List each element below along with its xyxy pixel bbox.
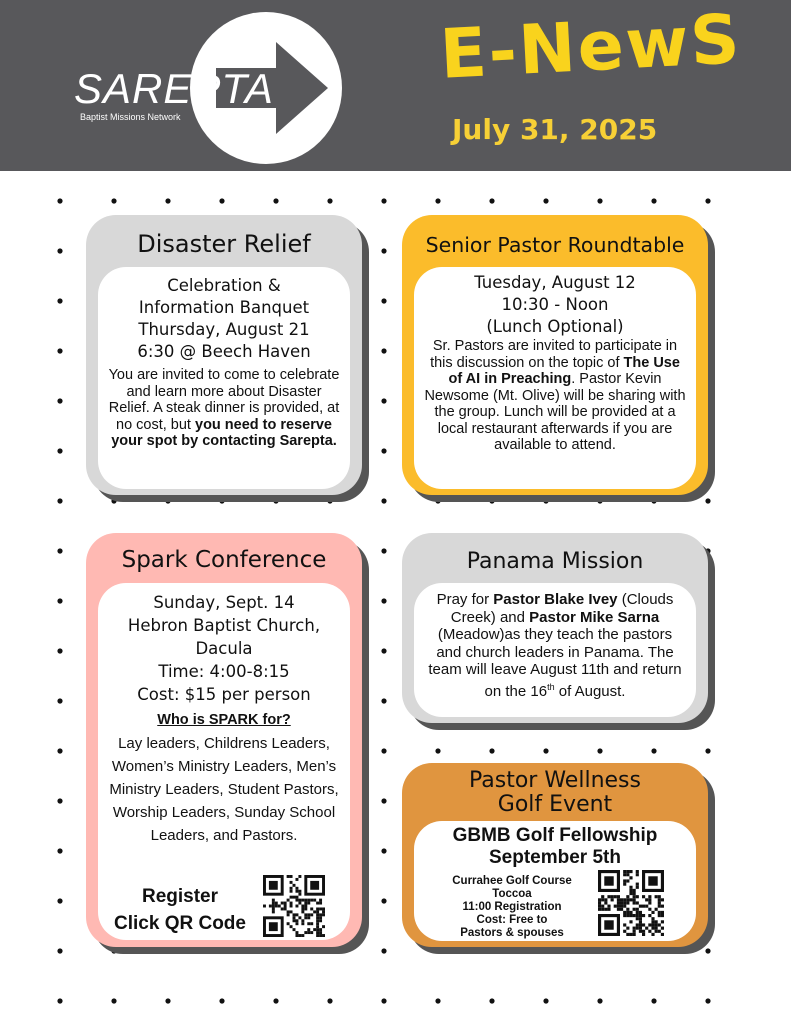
panama-pastor-blake: Pastor Blake Ivey (493, 591, 618, 608)
spark-card (86, 533, 362, 947)
golf-heading-1: GBMB Golf Fellowship (452, 825, 658, 846)
rt-line-2: 10:30 - Noon (501, 295, 609, 314)
spark-who-body: Lay leaders, Childrens Leaders, Women’s Ministry Leaders, Men’s Ministry Leaders, Student Pastors, Worship Leaders, Sunday School Leaders, and Pastors. (109, 734, 339, 844)
spark-title: Spark Conference (121, 547, 327, 573)
golf-title-1: Pastor Wellness (469, 768, 641, 793)
roundtable-body (414, 267, 696, 489)
golf-title-2: Golf Event (497, 792, 613, 817)
rt-body-bold: The Use of AI in Preaching (448, 354, 680, 387)
panama-card (402, 533, 708, 723)
spark-line-4: Time: 4:00-8:15 (158, 662, 290, 681)
panama-sup: th (547, 681, 555, 692)
golf-qr-code-icon[interactable] (598, 870, 664, 936)
roundtable-title: Senior Pastor Roundtable (425, 233, 685, 257)
panama-pastor-mike: Pastor Mike Sarna (529, 608, 660, 626)
header-banner (0, 0, 791, 171)
disaster-relief-body (98, 267, 350, 489)
panama-title: Panama Mission (466, 549, 644, 574)
dr-line-2: Information Banquet (138, 298, 310, 317)
spark-who-heading: Who is SPARK for? (157, 712, 291, 728)
rt-body-1: Sr. Pastors are invited to participate in this discussion on the topic of (430, 338, 678, 371)
dr-body-bold: you need to reserve your spot by contacting Sarepta. (111, 416, 337, 449)
page-title: E-NewS (438, 0, 744, 95)
spark-line-3: Dacula (195, 639, 253, 658)
panama-t1: Pray for (436, 591, 494, 608)
golf-detail-3: 11:00 Registration (462, 901, 562, 913)
issue-date: July 31, 2025 (452, 113, 658, 146)
rt-body-2: . Pastor Kevin Newsome (Mt. Olive) will be sharing with the group. Lunch will be provided at a local restaurant afterwards if you are available to attend. (424, 371, 686, 453)
golf-detail-1: Currahee Golf Course (452, 875, 572, 887)
spark-line-5: Cost: $15 per person (137, 685, 311, 704)
logo-subtitle: Baptist Missions Network (80, 112, 181, 122)
spark-qr-code-icon[interactable] (263, 875, 325, 937)
disaster-relief-card (86, 215, 362, 495)
spark-line-2: Hebron Baptist Church, (127, 616, 321, 635)
dr-line-4: 6:30 @ Beech Haven (137, 342, 311, 361)
spark-line-1: Sunday, Sept. 14 (153, 593, 295, 612)
golf-detail-4: Cost: Free to (476, 914, 548, 926)
golf-detail-2: Toccoa (492, 888, 532, 900)
rt-line-1: Tuesday, August 12 (474, 273, 636, 292)
click-qr-label: Click QR Code (114, 913, 246, 934)
panama-t3: (Meadow)as they teach the pastors and church leaders in Panama. The team will leave August 11th and return on the 16 (428, 626, 682, 700)
golf-heading-2: September 5th (489, 847, 621, 868)
dr-line-1: Celebration & (167, 276, 281, 295)
golf-card (402, 763, 708, 947)
dr-body-text: You are invited to come to celebrate and learn more about Disaster Relief. A steak dinner is provided, at no cost, but (108, 367, 340, 433)
panama-t2: (Clouds Creek) and (450, 591, 674, 626)
golf-detail-5: Pastors & spouses (460, 927, 564, 939)
register-label: Register (141, 886, 219, 907)
dr-line-3: Thursday, August 21 (138, 320, 310, 339)
logo-text: SAREPTA (74, 65, 274, 112)
disaster-relief-title: Disaster Relief (137, 230, 311, 258)
panama-body (414, 583, 696, 717)
panama-t4: of August. (554, 682, 626, 700)
rt-line-3: (Lunch Optional) (486, 317, 624, 336)
roundtable-card (402, 215, 708, 495)
